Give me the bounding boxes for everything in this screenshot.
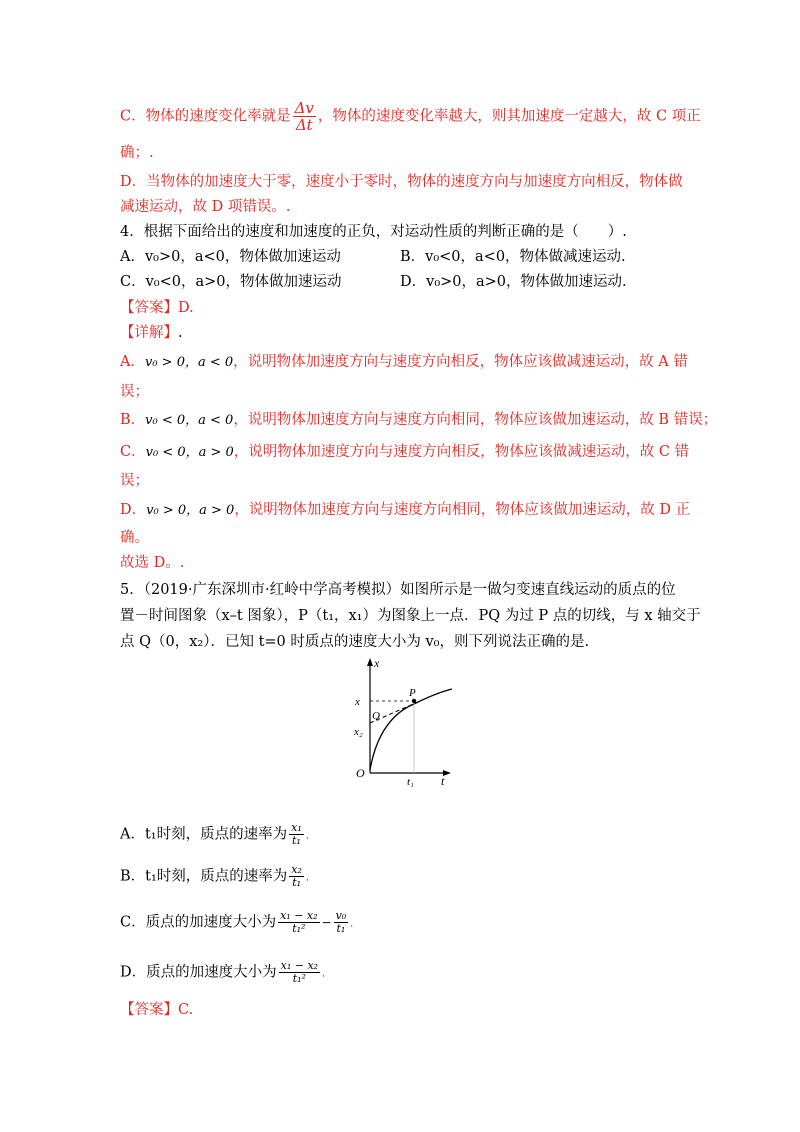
y-axis-arrow xyxy=(367,658,373,666)
q3-option-d-line2: 减速运动，故 D 项错误。. xyxy=(120,199,291,215)
q4-stem: 4．根据下面给出的速度和加速度的正负，对运动性质的判断正确的是（ ）. xyxy=(120,224,627,240)
origin-label: O xyxy=(356,766,365,780)
option-b-prefix: B．t₁时刻，质点的速率为 xyxy=(120,868,288,885)
option-d-fraction xyxy=(279,960,320,985)
q4-detail-line xyxy=(120,323,183,343)
explanation-c-label: C． xyxy=(120,444,146,460)
answer-label: 【答案】 xyxy=(120,300,178,316)
q5-option-a xyxy=(120,822,309,847)
option-b-trail-mark: . xyxy=(305,873,309,884)
option-a-prefix: A．t₁时刻，质点的速率为 xyxy=(120,826,288,843)
position-time-graph xyxy=(330,655,460,790)
q5-stem-line3: 点 Q（0，x₂）．已知 t=0 时质点的速度大小为 v₀，则下列说法正确的是. xyxy=(120,634,590,650)
option-a-fraction xyxy=(289,822,304,847)
option-c-prefix: C．质点的加速度大小为 xyxy=(120,914,277,931)
explanation-a-condition: v₀ > 0，a < 0 xyxy=(144,355,234,370)
q4-option-a: A．v₀>0，a<0，物体做加速运动 xyxy=(120,249,341,265)
x-tick-label: x xyxy=(355,696,360,708)
x2-tick-label: x₂ xyxy=(354,726,363,738)
q3-option-c-suffix: ，物体的速度变化率越大，则其加速度一定越大，故 C 项正 xyxy=(317,108,701,125)
q4-option-b: B．v₀<0，a<0，物体做减速运动. xyxy=(400,249,626,265)
answer-value: D. xyxy=(178,300,194,316)
q5-stem-line2: 置－时间图象（x–t 图象），P（t₁，x₁）为图象上一点．PQ 为过 P 点的切线，与 x 轴交于 xyxy=(120,608,701,624)
explanation-d-label: D． xyxy=(120,502,147,518)
explanation-c-condition: v₀ < 0，a > 0 xyxy=(145,445,234,460)
q5-stem-line1: 5．（2019·广东深圳市·红岭中学高考模拟）如图所示是一做匀变速直线运动的质点的位 xyxy=(120,582,676,598)
option-c-numerator-2: v₀ xyxy=(335,909,347,922)
explanation-b-label: B． xyxy=(120,412,146,428)
point-p-label: P xyxy=(409,687,416,699)
point-p-dot xyxy=(412,699,416,703)
option-d-denominator: t₁² xyxy=(292,972,306,985)
q3-option-c-prefix: C．物体的速度变化率就是 xyxy=(120,108,291,125)
option-d-prefix: D．质点的加速度大小为 xyxy=(120,964,277,981)
q4-explanation-a-cont: 误； xyxy=(120,384,149,400)
explanation-a-text: ，说明物体加速度方向与速度方向相反，物体应该做减速运动，故 A 错 xyxy=(233,354,688,370)
option-c-minus: − xyxy=(321,915,332,930)
option-c-denominator-1: t₁² xyxy=(292,922,306,935)
detail-label: 【详解】 xyxy=(120,325,178,341)
q4-explanation-d-cont: 确。 xyxy=(120,530,149,546)
q3-option-c-continuation: 确；. xyxy=(120,145,154,161)
delta-v-over-delta-t-fraction xyxy=(293,100,316,133)
option-c-fraction-2 xyxy=(334,910,349,935)
q5-option-b xyxy=(120,864,309,889)
explanation-d-condition: v₀ > 0，a > 0 xyxy=(146,503,235,518)
fraction-denominator: Δt xyxy=(295,116,313,134)
option-c-numerator-1: x₁ − x₂ xyxy=(280,909,318,922)
q3-option-c-line xyxy=(120,100,701,133)
explanation-b-condition: v₀ < 0，a < 0 xyxy=(145,413,234,428)
x-axis-label: t xyxy=(441,774,445,788)
q4-explanation-b xyxy=(120,410,717,431)
option-a-denominator: t₁ xyxy=(292,834,301,847)
q5-answer-label: 【答案】 xyxy=(120,1002,178,1018)
q4-option-c: C．v₀<0，a>0，物体做加速运动 xyxy=(120,274,342,290)
q4-answer-line xyxy=(120,298,194,318)
option-c-denominator-2: t₁ xyxy=(336,922,346,935)
fraction-numerator: Δv xyxy=(294,99,314,117)
q5-option-c xyxy=(120,910,353,935)
option-b-numerator: x₂ xyxy=(291,863,302,876)
explanation-c-text: ，说明物体加速度方向与速度方向相反，物体应该做减速运动，故 C 错 xyxy=(233,444,690,460)
q5-option-d xyxy=(120,960,325,985)
q4-option-d: D．v₀>0，a>0，物体做加速运动. xyxy=(400,274,627,290)
explanation-b-text: ，说明物体加速度方向与速度方向相同，物体应该做加速运动，故 B 错误； xyxy=(233,412,718,428)
point-q-label: Q xyxy=(372,710,380,722)
q4-explanation-a xyxy=(120,352,688,373)
option-d-numerator: x₁ − x₂ xyxy=(280,959,319,972)
q4-explanation-c-cont: 误； xyxy=(120,473,149,489)
q3-option-d-line1: D．当物体的加速度大于零，速度小于零时，物体的速度方向与加速度方向相反，物体做 xyxy=(120,174,683,190)
explanation-a-label: A． xyxy=(120,354,145,370)
option-b-fraction xyxy=(289,864,304,889)
y-axis-label: x xyxy=(374,656,380,670)
option-c-fraction-1 xyxy=(278,910,319,935)
option-a-numerator: x₁ xyxy=(291,821,302,834)
option-d-trail-mark: . xyxy=(322,969,325,980)
q5-answer-value: C. xyxy=(178,1002,194,1018)
explanation-d-text: ，说明物体加速度方向与速度方向相同，物体应该做加速运动，故 D 正 xyxy=(234,502,691,518)
t1-tick-label: t₁ xyxy=(407,776,414,788)
option-c-trail-mark: . xyxy=(350,919,354,930)
q5-answer-line xyxy=(120,1000,193,1020)
q4-conclusion: 故选 D。. xyxy=(120,555,185,571)
option-b-denominator: t₁ xyxy=(292,876,302,889)
q4-explanation-c xyxy=(120,442,689,463)
option-a-trail-mark: . xyxy=(305,831,309,842)
detail-mark: . xyxy=(178,325,183,341)
q4-explanation-d xyxy=(120,500,690,521)
